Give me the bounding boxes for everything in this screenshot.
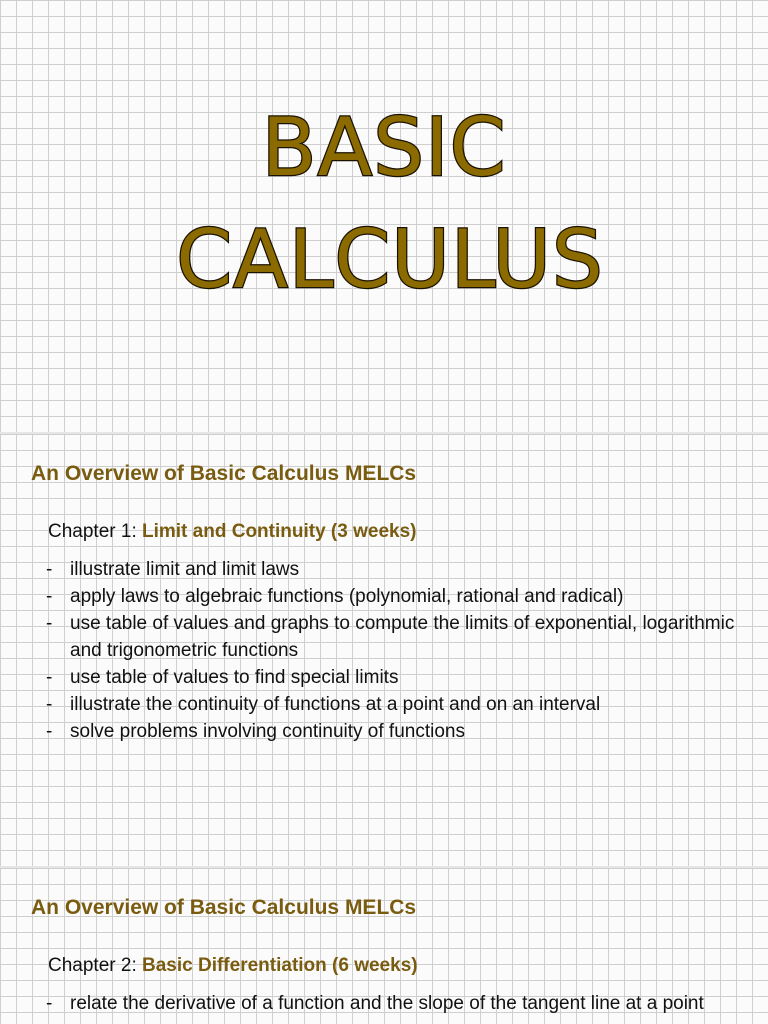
list-item <box>46 718 752 745</box>
bullet-marker: - <box>46 694 53 715</box>
title-line-basic: BASIC <box>261 101 507 194</box>
list-item-text: relate the derivative of a function and the slope of the tangent line at a point <box>70 993 704 1014</box>
overview-slide-chapter-2 <box>0 868 768 1024</box>
chapter-prefix: Chapter 2: <box>48 955 142 976</box>
list-item-text: solve problems involving continuity of functions <box>70 721 465 742</box>
title-block <box>0 92 768 316</box>
title-slide <box>0 0 768 432</box>
slide-heading: An Overview of Basic Calculus MELCs <box>31 462 417 485</box>
bullet-marker: - <box>46 559 53 580</box>
list-item <box>46 691 752 718</box>
chapter-prefix: Chapter 1: <box>48 521 142 542</box>
bullet-marker: - <box>46 613 53 634</box>
list-item <box>46 664 752 691</box>
overview-slide-chapter-1 <box>0 434 768 866</box>
list-item <box>46 610 752 664</box>
title-line-calculus: CALCULUS <box>176 213 604 306</box>
list-item <box>46 556 752 583</box>
chapter-topic: Limit and Continuity (3 weeks) <box>142 521 417 542</box>
competency-list <box>46 556 752 745</box>
chapter-topic: Basic Differentiation (6 weeks) <box>142 955 418 976</box>
list-item-text: use table of values to find special limits <box>70 667 399 688</box>
bullet-marker: - <box>46 586 53 607</box>
bullet-marker: - <box>46 667 53 688</box>
list-item <box>46 990 752 1017</box>
list-item-text: illustrate limit and limit laws <box>70 559 300 580</box>
chapter-line <box>48 955 418 977</box>
slide-heading: An Overview of Basic Calculus MELCs <box>31 896 417 919</box>
list-item-text: apply laws to algebraic functions (polynomial, rational and radical) <box>70 586 624 607</box>
chapter-line <box>48 521 416 543</box>
bullet-marker: - <box>46 993 53 1014</box>
list-item <box>46 583 752 610</box>
list-item-text: use table of values and graphs to compute the limits of exponential, logarithmic and trigonometric functions <box>70 613 735 661</box>
list-item-text: illustrate the continuity of functions at a point and on an interval <box>70 694 601 715</box>
bullet-marker: - <box>46 721 53 742</box>
competency-list <box>46 990 752 1017</box>
